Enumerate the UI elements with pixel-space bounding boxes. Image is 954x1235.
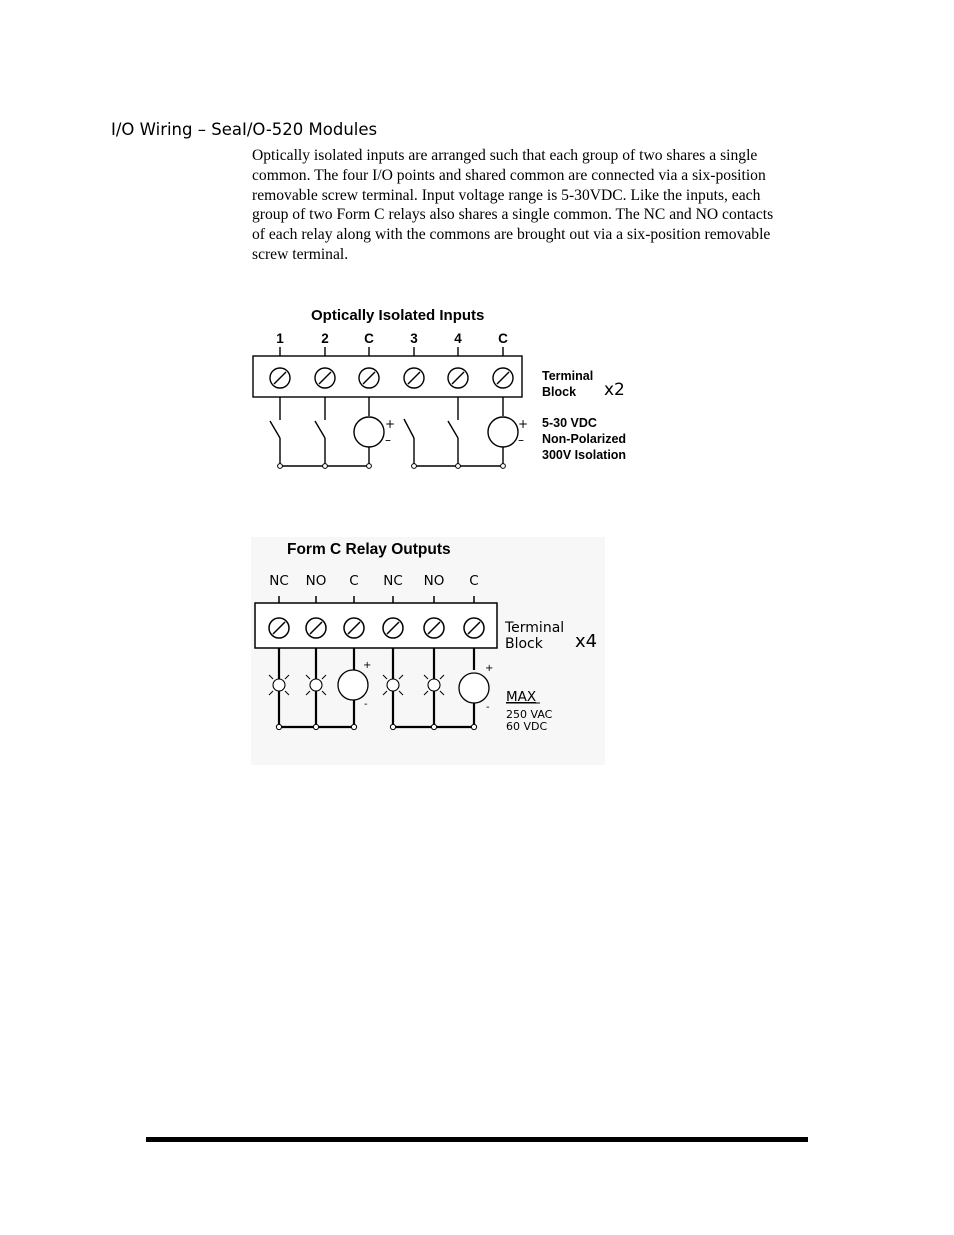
spec-isolation: 300V Isolation [542, 448, 627, 462]
inputs-wiring-diagram [240, 298, 640, 478]
polarity-minus: – [385, 433, 391, 447]
terminal-label: 3 [410, 331, 418, 346]
terminal-block-label: Block [542, 385, 577, 399]
spec-voltage: 5-30 VDC [542, 416, 597, 430]
max-rating-label: MAX [506, 689, 537, 705]
section-heading: I/O Wiring – SeaI/O-520 Modules [111, 120, 378, 139]
paragraph-line: screw terminal. [252, 245, 349, 263]
polarity-minus: - [486, 702, 490, 713]
footer-rule [146, 1137, 808, 1142]
polarity-plus: + [518, 417, 529, 431]
terminal-label: 2 [321, 331, 329, 346]
polarity-minus: - [364, 699, 368, 710]
terminal-label: 4 [454, 331, 462, 346]
terminal-label: C [498, 331, 508, 346]
terminal-label: C [469, 573, 479, 589]
terminal-block-label: Block [505, 636, 543, 652]
paragraph-line: removable screw terminal. Input voltage range is 5-30VDC. Like the inputs, each [252, 186, 761, 204]
terminal-label: NC [383, 573, 403, 589]
relay-outputs-diagram [251, 537, 605, 765]
spec-polarity: Non-Polarized [542, 432, 627, 446]
polarity-plus: + [485, 663, 494, 674]
spec-dc-rating: 60 VDC [506, 720, 548, 733]
terminal-block [253, 356, 522, 397]
spec-ac-rating: 250 VAC [506, 708, 553, 721]
terminal-label: NC [269, 573, 289, 589]
terminal-label: 1 [276, 331, 284, 346]
diagram-background [251, 537, 605, 765]
paragraph-line: common. The four I/O points and shared common are connected via a six-position [252, 166, 766, 184]
terminal-label: C [349, 573, 359, 589]
inputs-diagram-title: Optically Isolated Inputs [311, 307, 485, 324]
terminal-label: NO [423, 573, 445, 589]
terminal-block [255, 603, 497, 648]
multiplier-label: x4 [575, 631, 598, 652]
terminal-block-label: Terminal [542, 369, 594, 383]
polarity-plus: + [363, 660, 372, 671]
paragraph-line: Optically isolated inputs are arranged such that each group of two shares a single [252, 147, 758, 164]
paragraph-line: of each relay along with the commons are brought out via a six-position removable [252, 226, 771, 244]
terminal-block-label: Terminal [505, 620, 565, 636]
multiplier-label: x2 [604, 380, 625, 400]
polarity-minus: – [518, 433, 524, 447]
polarity-plus: + [385, 417, 396, 431]
terminal-label: NO [305, 573, 327, 589]
paragraph-line: group of two Form C relays also shares a single common. The NC and NO contacts [252, 206, 774, 224]
section-paragraph [252, 146, 842, 265]
outputs-diagram-title: Form C Relay Outputs [287, 541, 451, 558]
terminal-label: C [364, 331, 374, 346]
